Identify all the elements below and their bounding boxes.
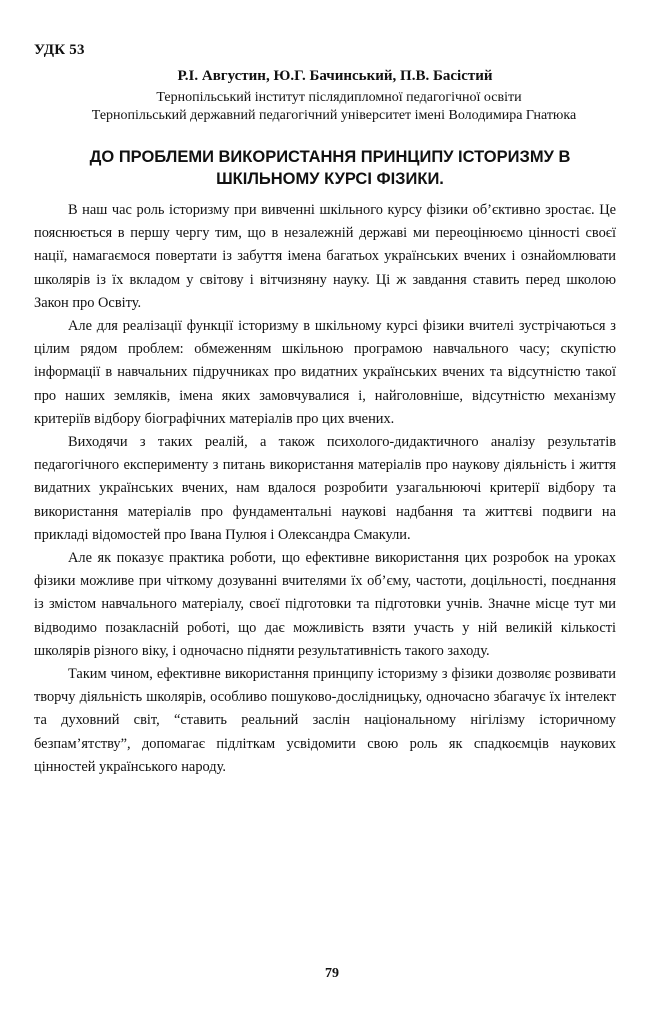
page-number: 79 [325,966,339,981]
paragraph-2: Але для реалізації функції історизму в шкільному курсі фізики вчителі зустрічаються з цілим рядом проблем: обмеженням шкільною програмою навчального часу; скупістю інформації в навчальних підручниках про видатних українських вчених та відсутністю такої про наших земляків, імена яких замовчувалися і, найголовніше, відсутністю механізму критеріїв відбору біографічних матеріалів про цих вчених. [34,318,616,427]
paper-title [40,146,620,190]
paragraph-3: Виходячи з таких реалій, а також психолого-дидактичного аналізу результатів педагогічного експерименту з питань використання матеріалів про наукову діяльність і життя видатних українських вчених, нам вдалося розробити узагальнюючі критерії відбору та використання матеріалів про фундаментальні наукові надбання та життєві подвиги на прикладі відомостей про Івана Пулюя і Олександра Смакули. [34,434,616,543]
paragraph-1: В наш час роль історизму при вивченні шкільного курсу фізики об’єктивно зростає. Це пояснюється в першу чергу тим, що в незалежній державі ми переоцінюємо цінності своєї нації, намагаємося повертати із забуття імена багатьох українських вчених і ознайомлювати школярів із їх вкладом у світову і вітчизняну науку. Ці ж завдання ставить перед школою Закон про Освіту. [34,202,616,311]
udc-code: УДК 53 [34,42,85,58]
body-text [34,199,616,779]
affiliation-2: Тернопільський державний педагогічний університет імені Володимира Гнатюка [91,108,577,123]
title-line-2: ШКІЛЬНОМУ КУРСІ ФІЗИКИ. [216,170,444,188]
paragraph-5: Таким чином, ефективне використання принципу історизму з фізики дозволяє розвивати творчу діяльність школярів, особливо пошуково-дослідницьку, одночасно збагачує їх інтелект та духовний світ, “ставить реальний заслін національному нігілізму історичному безпам’ятству”, допомагає підліткам усвідомити свою роль як спадкоємців наукових цінностей українського народу. [34,666,616,775]
title-line-1: ДО ПРОБЛЕМИ ВИКОРИСТАННЯ ПРИНЦИПУ ІСТОРИЗМУ В [89,148,571,166]
paragraph-4: Але як показує практика роботи, що ефективне використання цих розробок на уроках фізики можливе при чіткому дозуванні вчителями їх об’єму, частоти, доцільності, поєднання із змістом навчального матеріалу, своєї підготовки та підготовки учнів. Значне місце тут ми відводимо позакласній роботі, що дає можливість взяти участь у ній великій кількості школярів різного віку, і одночасно підняти результативність такого заходу. [34,550,616,659]
authors: Р.І. Августин, Ю.Г. Бачинський, П.В. Басістий [177,68,493,84]
affiliation-1: Тернопільський інститут післядипломної педагогічної освіти [156,90,522,105]
